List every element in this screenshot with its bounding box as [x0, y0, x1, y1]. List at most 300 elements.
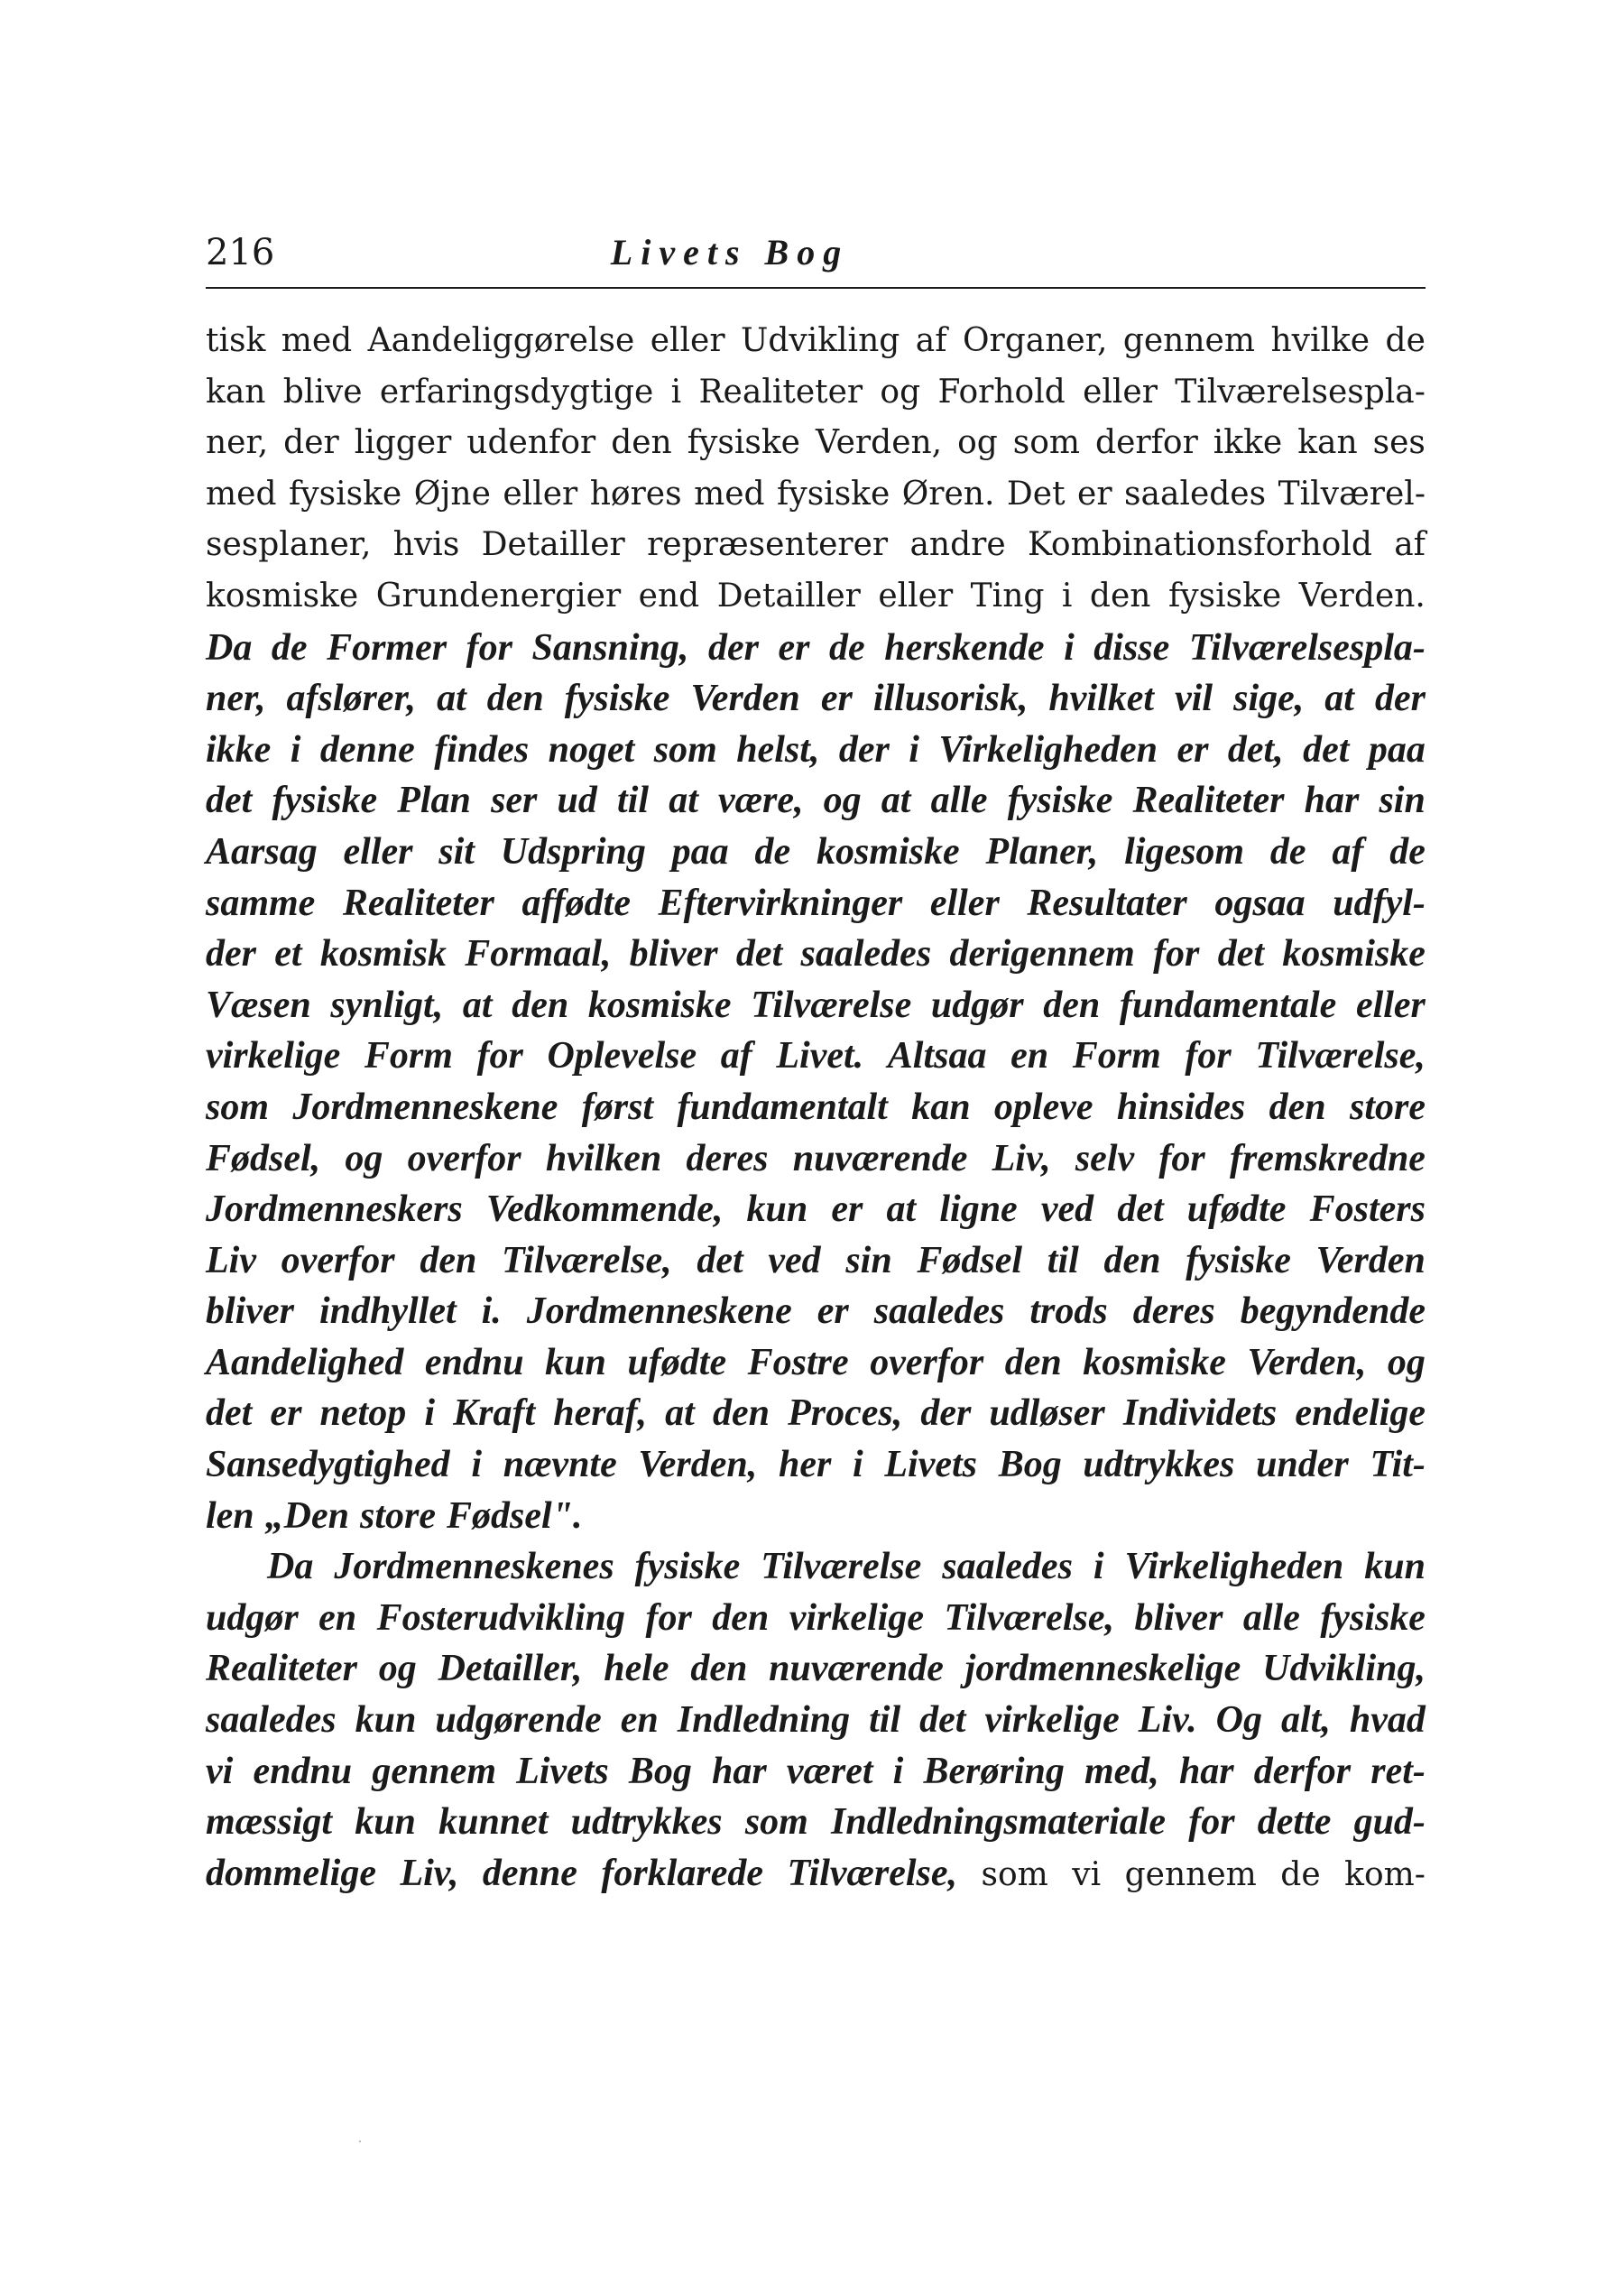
word: Fødsel,	[206, 1137, 321, 1179]
word: med	[206, 475, 277, 513]
word: gennem	[1124, 1855, 1257, 1893]
word: for	[645, 1596, 692, 1639]
text-line	[206, 725, 1426, 776]
word: kun	[545, 1341, 606, 1383]
word: sit	[438, 830, 475, 873]
word: overfor	[407, 1137, 521, 1179]
word: først	[581, 1086, 654, 1128]
word: „Den	[264, 1494, 350, 1537]
word: det	[735, 933, 783, 975]
word: eller	[503, 475, 578, 513]
word: fysiske	[687, 424, 800, 462]
word: Væsen	[206, 984, 311, 1026]
text-line	[206, 775, 1426, 827]
text-line	[206, 520, 1426, 571]
page-number: 216	[206, 232, 275, 273]
word: den	[1089, 577, 1151, 615]
word: fysiske	[777, 475, 890, 513]
word: er	[270, 1392, 302, 1435]
word: fysiske	[1007, 780, 1113, 822]
word: ser	[491, 780, 538, 822]
text-line	[206, 1235, 1426, 1287]
text-line	[206, 1797, 1426, 1848]
word: som	[981, 1855, 1048, 1893]
word: Realiteter	[1132, 780, 1285, 822]
word: med	[281, 322, 353, 359]
text-line	[206, 1746, 1426, 1798]
word: sin	[1379, 780, 1426, 822]
word: herskende	[884, 626, 1045, 669]
word: i	[1061, 577, 1073, 615]
word: det	[1117, 1188, 1164, 1231]
word: det,	[1227, 728, 1284, 771]
word: gud-	[1353, 1801, 1426, 1844]
word: den	[512, 984, 569, 1026]
word: Verden.	[1298, 577, 1426, 615]
word: derfor	[1253, 1750, 1352, 1792]
word: findes	[434, 728, 530, 771]
word: Liv,	[992, 1137, 1051, 1179]
word: at	[665, 1392, 695, 1435]
word: udfyl-	[1333, 882, 1426, 924]
word: fysiske	[1186, 1239, 1291, 1281]
word: for	[1153, 933, 1200, 975]
word: den	[420, 1239, 477, 1281]
word: hvilket	[1048, 678, 1155, 720]
word: alt,	[1281, 1699, 1331, 1742]
word: Liv,	[400, 1852, 459, 1894]
word: er	[817, 1290, 849, 1333]
word: at	[462, 984, 493, 1026]
word: Vedkommende,	[485, 1188, 724, 1231]
word: Altsaa	[887, 1035, 987, 1077]
word: er	[1176, 728, 1209, 771]
word: Tilværelse,	[944, 1596, 1114, 1639]
word: kosmiske	[587, 984, 732, 1026]
word: det	[919, 1699, 966, 1742]
word: at	[437, 678, 466, 720]
word: blive	[282, 373, 363, 411]
word: ufødte	[627, 1341, 727, 1383]
word: Udvikling	[740, 322, 900, 359]
word: endnu	[424, 1341, 524, 1383]
word: bliver	[629, 933, 718, 975]
word: hvilken	[545, 1137, 662, 1179]
word: dommelige	[206, 1852, 376, 1894]
word: end	[638, 577, 700, 615]
text-line	[206, 1491, 1426, 1542]
word: deres	[1132, 1290, 1215, 1333]
word: Forhold	[937, 373, 1066, 411]
word: og	[957, 424, 998, 462]
word: Livets	[884, 1444, 977, 1486]
word: i	[853, 1444, 863, 1486]
word: dette	[1257, 1801, 1332, 1844]
word: i	[892, 1750, 904, 1792]
word: illusorisk,	[872, 678, 1029, 720]
word: der	[707, 626, 759, 669]
word: Verden,	[638, 1444, 758, 1486]
word: Detailler	[716, 577, 861, 615]
word: samme	[206, 882, 316, 924]
word: de	[829, 626, 865, 669]
text-line	[206, 1439, 1426, 1491]
word: Bog	[998, 1444, 1062, 1486]
word: for	[1188, 1801, 1235, 1844]
word: fremskredne	[1229, 1137, 1426, 1179]
word: en	[318, 1596, 357, 1639]
word: den	[611, 424, 672, 462]
word: ses	[1372, 424, 1426, 462]
word: af	[915, 322, 947, 359]
word: Former	[327, 626, 448, 669]
word: et	[274, 933, 302, 975]
word: Aandelighed	[206, 1341, 404, 1383]
word: forklarede	[601, 1852, 763, 1894]
word: Tilværelse,	[502, 1239, 672, 1281]
word: ner,	[206, 424, 269, 462]
word: ved	[768, 1239, 821, 1281]
word: kosmiske	[1083, 1341, 1226, 1383]
word: ligne	[939, 1188, 1018, 1231]
word: store	[1349, 1086, 1426, 1128]
text-line	[206, 1337, 1426, 1389]
word: Kombinationsforhold	[1028, 526, 1372, 564]
word: Liv.	[1138, 1699, 1197, 1742]
word: vi	[1072, 1855, 1102, 1893]
word: de	[754, 830, 791, 873]
word: Tilværelse,	[787, 1852, 958, 1894]
word: til	[1047, 1239, 1079, 1281]
word: har	[1178, 1750, 1234, 1792]
word: virkelige	[789, 1596, 924, 1639]
word: Livets	[516, 1750, 609, 1792]
word: kun	[355, 1699, 417, 1742]
word: den	[1269, 1086, 1326, 1128]
word: Bog	[628, 1750, 692, 1792]
text-line	[206, 623, 1426, 674]
word: denne	[319, 728, 415, 771]
word: det	[1217, 933, 1264, 975]
word: Og	[1215, 1699, 1263, 1742]
word: de	[1385, 322, 1426, 359]
word: Udvikling,	[1262, 1648, 1426, 1690]
word: ogsaa	[1214, 882, 1306, 924]
text-line	[206, 1082, 1426, 1133]
word: at	[669, 780, 698, 822]
word: Indledningsmateriale	[831, 1801, 1167, 1844]
word: eller	[1083, 373, 1158, 411]
word: kan	[1297, 424, 1358, 462]
word: repræsenterer	[647, 526, 889, 564]
text-line	[206, 673, 1426, 725]
word: udenfor	[466, 424, 596, 462]
text-line	[206, 878, 1426, 929]
word: ligger	[354, 424, 452, 462]
text-line	[206, 571, 1426, 623]
word: store	[360, 1494, 437, 1537]
word: selv	[1075, 1137, 1135, 1179]
paper-speck	[359, 2140, 361, 2142]
word: Verden,	[815, 424, 943, 462]
word: Tilværelsespla-	[1175, 373, 1426, 411]
word: Resultater	[1027, 882, 1187, 924]
text-line	[206, 1388, 1426, 1439]
word: erfaringsdygtige	[379, 373, 654, 411]
word: Aarsag	[206, 830, 318, 873]
text-line	[206, 1133, 1426, 1185]
word: Fødsel	[917, 1239, 1023, 1281]
word: synligt,	[330, 984, 444, 1026]
word: Tilværelse,	[1255, 1035, 1426, 1077]
word: Planer,	[985, 830, 1099, 873]
word: kosmiske	[206, 577, 359, 615]
word: som	[1012, 424, 1081, 462]
word: afslører,	[286, 678, 417, 720]
word: udtrykkes	[1083, 1444, 1235, 1486]
word: Tilværelsespla-	[1188, 626, 1426, 669]
word: fysiske	[634, 1546, 741, 1588]
word: Realiteter	[698, 373, 863, 411]
word: ved	[1040, 1188, 1094, 1231]
word: er	[831, 1188, 863, 1231]
word: med	[694, 475, 765, 513]
word: Jordmenneskers	[206, 1188, 463, 1231]
word: paa	[1368, 728, 1426, 771]
word: er	[820, 678, 853, 720]
word: saaledes	[800, 933, 932, 975]
word: Tit-	[1370, 1444, 1426, 1486]
word: kosmiske	[816, 830, 960, 873]
word: paa	[671, 830, 729, 873]
word: ufødte	[1186, 1188, 1287, 1231]
word: de	[1269, 830, 1306, 873]
word: den	[712, 1392, 770, 1435]
word: for	[1158, 1137, 1205, 1179]
word: i	[424, 1392, 435, 1435]
word: i	[471, 1444, 483, 1486]
word: Da	[267, 1546, 314, 1588]
text-line	[206, 418, 1426, 469]
word: i	[290, 728, 301, 771]
word: og	[378, 1648, 417, 1690]
word: fysiske	[564, 678, 670, 720]
word: Tilværelse	[761, 1546, 922, 1588]
word: har	[1304, 780, 1360, 822]
word: fysiske	[288, 475, 402, 513]
word: Sansedygtighed	[206, 1444, 450, 1486]
text-line	[206, 1593, 1426, 1644]
word: og	[345, 1137, 383, 1179]
word: hele	[604, 1648, 669, 1690]
word: nuværende	[769, 1648, 944, 1690]
text-line	[206, 827, 1426, 878]
word: der	[1374, 678, 1426, 720]
word: Øren.	[901, 475, 995, 513]
word: Verden	[690, 678, 800, 720]
word: trods	[1029, 1290, 1108, 1333]
word: udgørende	[435, 1699, 602, 1742]
text-line	[206, 1643, 1426, 1695]
text-line	[206, 929, 1426, 980]
word: netop	[319, 1392, 407, 1435]
word: indhyllet	[318, 1290, 457, 1333]
text-line	[206, 1541, 1426, 1593]
word: saaledes	[942, 1546, 1073, 1588]
word: under	[1256, 1444, 1349, 1486]
word: er	[1077, 475, 1112, 513]
word: bliver	[1134, 1596, 1223, 1639]
word: Ting	[970, 577, 1045, 615]
word: til	[869, 1699, 901, 1742]
word: disse	[1093, 626, 1170, 669]
text-line	[206, 1848, 1426, 1900]
text-line	[206, 980, 1426, 1031]
word: af	[1332, 830, 1364, 873]
word: eller	[878, 577, 954, 615]
word: Realiteter	[342, 882, 494, 924]
word: heraf,	[553, 1392, 648, 1435]
running-title: Livets Bog	[610, 232, 850, 273]
word: bliver	[206, 1290, 294, 1333]
word: Proces,	[788, 1392, 903, 1435]
word: ret-	[1370, 1750, 1426, 1792]
word: alle	[1242, 1596, 1300, 1639]
word: den	[712, 1596, 770, 1639]
word: saaledes	[1124, 475, 1267, 513]
word: der	[838, 728, 890, 771]
word: været	[786, 1750, 873, 1792]
word: Tilværel-	[1278, 475, 1426, 513]
word: Organer,	[962, 322, 1108, 359]
word: vi	[206, 1750, 234, 1792]
text-line	[206, 1031, 1426, 1082]
word: det	[206, 1392, 253, 1435]
text-line	[206, 1286, 1426, 1337]
word: de	[1280, 1855, 1321, 1893]
word: den	[1103, 1239, 1161, 1281]
word: len	[206, 1494, 254, 1537]
word: Sansning,	[531, 626, 689, 669]
word: kun	[1364, 1546, 1426, 1588]
word: i.	[481, 1290, 502, 1333]
word: eller	[929, 882, 1000, 924]
word: Individets	[1122, 1392, 1278, 1435]
text-line	[206, 1695, 1426, 1746]
word: Fødsel".	[447, 1494, 583, 1537]
word: Form	[1072, 1035, 1161, 1077]
word: eller	[650, 322, 725, 359]
word: Aandeliggørelse	[367, 322, 635, 359]
word: den	[1004, 1341, 1062, 1383]
word: kan	[206, 373, 266, 411]
word: tisk	[206, 322, 266, 359]
word: Da	[206, 626, 253, 669]
word: hvad	[1349, 1699, 1426, 1742]
word: Indledning	[677, 1699, 851, 1742]
word: udtrykkes	[570, 1801, 723, 1844]
word: er	[778, 626, 810, 669]
word: kom-	[1344, 1855, 1426, 1893]
word: at	[1324, 678, 1354, 720]
word: hvis	[392, 526, 460, 564]
word: udgør	[206, 1596, 299, 1639]
word: Det	[1006, 475, 1066, 513]
word: at	[886, 1188, 917, 1231]
word: virkelige	[206, 1035, 341, 1077]
word: ikke	[206, 728, 272, 771]
word: Jordmenneskenes	[334, 1546, 614, 1588]
word: kan	[911, 1086, 971, 1128]
word: Verden	[1315, 1239, 1426, 1281]
word: som	[653, 728, 717, 771]
word: den	[1043, 984, 1101, 1026]
word: opleve	[993, 1086, 1093, 1128]
word: som	[206, 1086, 270, 1128]
word: Formaal,	[465, 933, 612, 975]
word: være,	[718, 780, 804, 822]
word: de	[271, 626, 308, 669]
word: kunnet	[438, 1801, 549, 1844]
word: noget	[548, 728, 635, 771]
word: ikke	[1213, 424, 1283, 462]
word: deres	[686, 1137, 769, 1179]
word: at	[881, 780, 911, 822]
word: der	[206, 933, 256, 975]
word: Jordmenneskene	[292, 1086, 558, 1128]
word: sin	[845, 1239, 892, 1281]
word: ud	[557, 780, 597, 822]
word: som	[744, 1801, 808, 1844]
word: med,	[1084, 1750, 1159, 1792]
word: Fosters	[1309, 1188, 1426, 1231]
word: alle	[930, 780, 988, 822]
word: Øjne	[413, 475, 491, 513]
word: ner,	[206, 678, 266, 720]
word: Oplevelse	[547, 1035, 697, 1077]
word: til	[617, 780, 650, 822]
word: af	[720, 1035, 752, 1077]
word: en	[620, 1699, 659, 1742]
word: en	[1010, 1035, 1049, 1077]
word: kun	[746, 1188, 808, 1231]
word: og	[880, 373, 921, 411]
word: og	[823, 780, 862, 822]
word: hinsides	[1116, 1086, 1246, 1128]
word: Grundenergier	[375, 577, 622, 615]
word: det	[206, 780, 253, 822]
word: den	[486, 678, 544, 720]
word: Udspring	[500, 830, 646, 873]
word: helst,	[736, 728, 820, 771]
word: nævnte	[503, 1444, 617, 1486]
word: den	[690, 1648, 748, 1690]
word: fysiske	[1320, 1596, 1426, 1639]
word: Plan	[397, 780, 471, 822]
page-body	[206, 316, 1426, 1899]
page-header	[206, 227, 1426, 289]
word: høres	[589, 475, 682, 513]
word: derfor	[1095, 424, 1198, 462]
word: gennem	[372, 1750, 496, 1792]
word: i	[670, 373, 682, 411]
word: affødte	[521, 882, 631, 924]
word: Verden,	[1247, 1341, 1367, 1383]
word: Form	[364, 1035, 453, 1077]
text-line	[206, 1184, 1426, 1235]
word: Detailler,	[438, 1648, 583, 1690]
word: kosmisk	[319, 933, 447, 975]
